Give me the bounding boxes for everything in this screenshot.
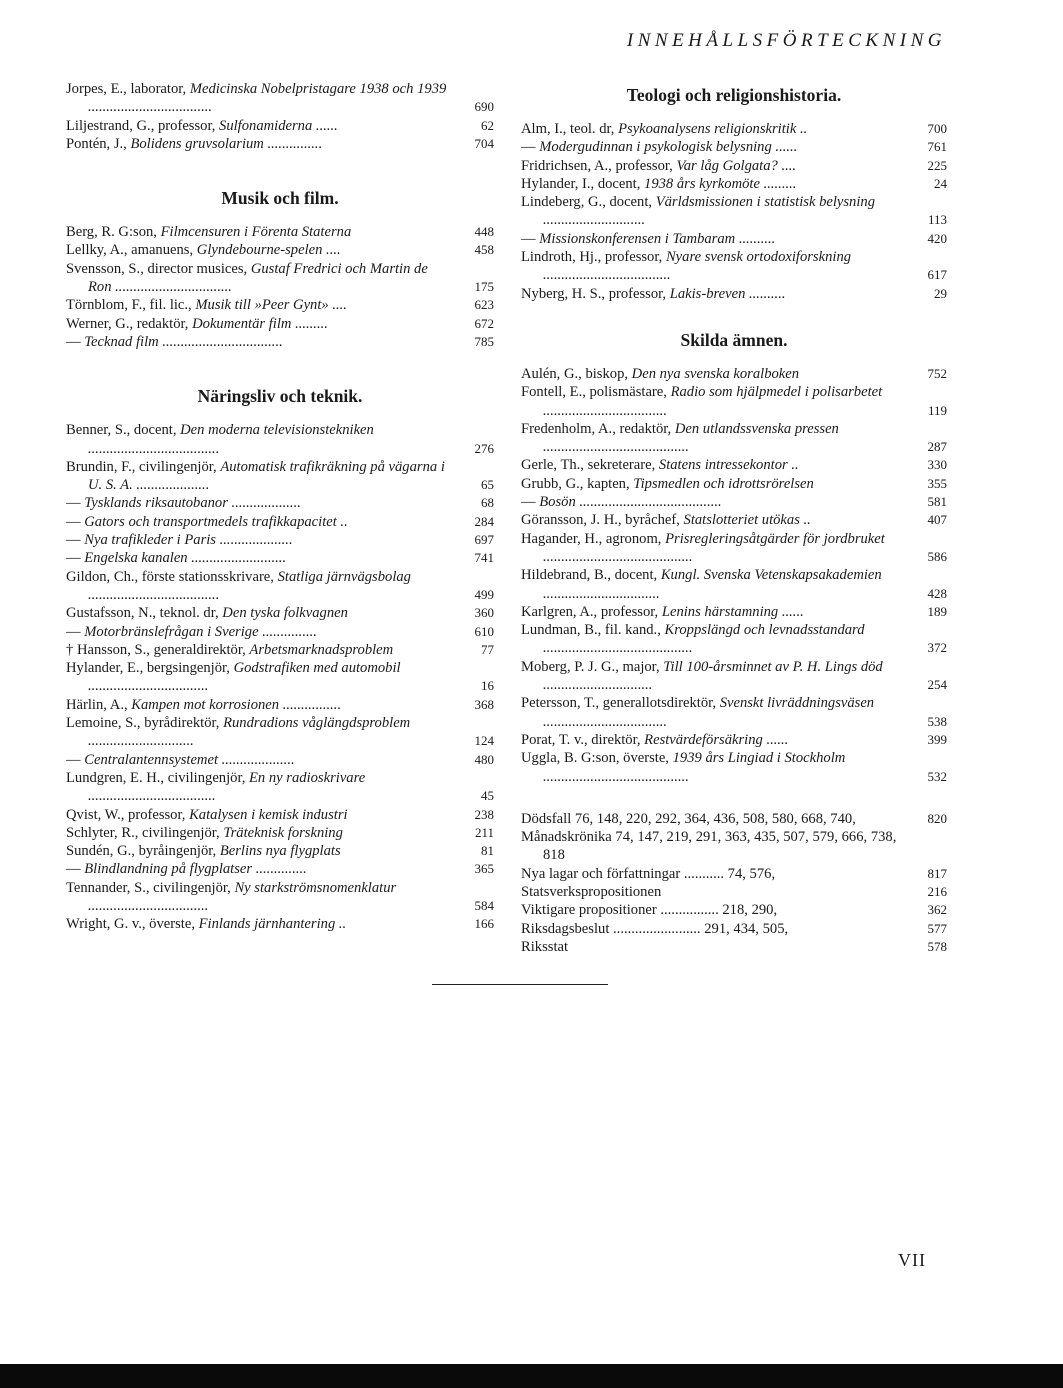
entry-title: Statens intressekontor .. bbox=[658, 457, 799, 474]
entry-title: Filmcensuren i Förenta Staterna bbox=[160, 224, 352, 241]
entry-text bbox=[66, 531, 456, 549]
entry-author: Lindeberg, G., docent, bbox=[521, 194, 656, 211]
entry-title: Prisregleringsåtgärder för jordbruket ......................................... bbox=[543, 530, 885, 565]
entry-author: — bbox=[66, 623, 85, 640]
entry-author: — bbox=[521, 230, 540, 247]
entry-title: 1938 års kyrkomöte ......... bbox=[644, 175, 797, 192]
entry-title: Finlands järnhantering .. bbox=[198, 916, 347, 933]
entry-author: Fontell, E., polismästare, bbox=[521, 384, 671, 401]
entry-author: Göransson, J. H., byråchef, bbox=[521, 512, 684, 529]
entry-page: 29 bbox=[934, 285, 947, 301]
entry-author: Werner, G., redaktör, bbox=[66, 315, 193, 332]
entry-text bbox=[66, 696, 456, 714]
entry-text bbox=[521, 383, 909, 420]
toc-entry bbox=[66, 241, 494, 259]
entry-page: 119 bbox=[927, 402, 947, 418]
entry-title: Bosön ....................................... bbox=[539, 494, 722, 511]
toc-entry bbox=[66, 696, 494, 714]
toc-entry bbox=[66, 751, 494, 769]
entry-text bbox=[66, 751, 456, 769]
entry-text bbox=[521, 566, 909, 603]
entry-text bbox=[66, 135, 456, 153]
entry-author: Hylander, E., bergsingenjör, bbox=[66, 660, 234, 677]
entry-author: Jorpes, E., laborator, bbox=[66, 81, 190, 97]
entry-title: Världsmissionen i statistisk belysning ............................ bbox=[543, 194, 875, 229]
entry-author: Fredenholm, A., redaktör, bbox=[521, 420, 675, 437]
entry-page: 45 bbox=[481, 788, 494, 804]
misc-entry-text: Månadskrönika 74, 147, 219, 291, 363, 435, 507, 579, 666, 738, 818 bbox=[521, 829, 897, 864]
section-heading: Skilda ämnen. bbox=[680, 329, 788, 350]
entry-page: 24 bbox=[934, 175, 947, 191]
entry-page: 399 bbox=[927, 731, 947, 747]
entry-page: 81 bbox=[481, 843, 494, 859]
misc-entry bbox=[521, 883, 947, 901]
entry-author: Hildebrand, B., docent, bbox=[521, 567, 661, 584]
entry-page: 62 bbox=[481, 117, 494, 133]
entry-page: 761 bbox=[927, 139, 947, 155]
entry-page: 254 bbox=[927, 677, 947, 693]
entry-page: 704 bbox=[474, 135, 494, 151]
toc-entry bbox=[521, 731, 947, 749]
entry-author: — bbox=[66, 861, 85, 878]
entry-title: Tysklands riksautobanor ................... bbox=[84, 495, 301, 512]
misc-entry-page: 820 bbox=[927, 810, 947, 826]
entry-title: Centralantennsystemet .................... bbox=[84, 751, 295, 768]
misc-entry-page bbox=[915, 828, 947, 865]
entry-author: Lundgren, E. H., civilingenjör, bbox=[66, 769, 250, 786]
toc-entry bbox=[66, 135, 494, 153]
footer-rule bbox=[432, 984, 608, 985]
entry-title: Kroppslängd och levnadsstandard ......................................... bbox=[543, 622, 865, 657]
entry-title: Blindlandning på flygplatser .............. bbox=[84, 861, 307, 878]
entry-text bbox=[521, 694, 909, 731]
entry-text bbox=[521, 157, 909, 175]
entry-author: Qvist, W., professor, bbox=[66, 806, 190, 823]
entry-page: 16 bbox=[481, 678, 494, 694]
misc-entry bbox=[521, 810, 947, 828]
toc-entry bbox=[66, 315, 494, 333]
toc-entry bbox=[521, 456, 947, 474]
toc-entry bbox=[66, 879, 494, 916]
entry-author: Grubb, G., kapten, bbox=[521, 475, 634, 492]
misc-entry-page: 577 bbox=[927, 920, 947, 936]
entry-title: Radio som hjälpmedel i polisarbetet .................................. bbox=[543, 384, 883, 419]
entry-author: Lindroth, Hj., professor, bbox=[521, 249, 666, 266]
toc-entry bbox=[66, 458, 494, 495]
entry-page: 225 bbox=[927, 157, 947, 173]
misc-entry-text: Riksdagsbeslut ........................ 291, 434, 505, bbox=[521, 920, 789, 937]
toc-entry bbox=[521, 285, 947, 303]
entry-page: 584 bbox=[474, 897, 494, 913]
toc-entry bbox=[66, 549, 494, 567]
entry-author: Lellky, A., amanuens, bbox=[66, 242, 197, 259]
entry-page: 581 bbox=[927, 494, 947, 510]
entry-title: Den nya svenska koralboken bbox=[631, 365, 800, 382]
entry-text bbox=[66, 714, 456, 751]
toc-entry bbox=[521, 230, 947, 248]
misc-entry-text: Riksstat bbox=[521, 938, 569, 955]
misc-entry-text: Statsverkspropositionen bbox=[521, 883, 662, 900]
entry-author: Sundén, G., byråingenjör, bbox=[66, 843, 220, 860]
entry-author: Benner, S., docent, bbox=[66, 422, 181, 439]
entry-text bbox=[66, 315, 456, 333]
entry-text bbox=[66, 915, 456, 933]
toc-entry bbox=[521, 420, 947, 457]
entry-page: 175 bbox=[474, 279, 494, 295]
entry-title: Berlins nya flygplats bbox=[219, 843, 341, 860]
toc-entry bbox=[66, 531, 494, 549]
entry-author: Törnblom, F., fil. lic., bbox=[66, 297, 196, 314]
entry-title: En ny radioskrivare ................................... bbox=[88, 769, 366, 805]
entry-title: Nya trafikleder i Paris .................... bbox=[84, 532, 293, 549]
entry-author: Lemoine, S., byrådirektör, bbox=[66, 715, 224, 732]
entry-page: 372 bbox=[927, 640, 947, 656]
entry-author: Pontén, J., bbox=[66, 135, 131, 152]
toc-entry bbox=[66, 824, 494, 842]
entry-text bbox=[521, 230, 909, 248]
entry-text bbox=[66, 842, 456, 860]
entry-text bbox=[521, 511, 909, 529]
entry-title: Gustaf Fredrici och Martin de Ron ................................ bbox=[88, 260, 428, 296]
entry-text bbox=[521, 285, 909, 303]
entry-page: 113 bbox=[927, 212, 947, 228]
entry-author: Alm, I., teol. dr, bbox=[521, 121, 619, 137]
entry-page: 355 bbox=[927, 475, 947, 491]
entry-author: Hagander, H., agronom, bbox=[521, 530, 666, 547]
misc-entry bbox=[521, 920, 947, 938]
entry-title: Glyndebourne-spelen .... bbox=[196, 242, 341, 259]
entry-page: 741 bbox=[474, 550, 494, 566]
toc-entry bbox=[66, 421, 494, 458]
entry-author: Liljestrand, G., professor, bbox=[66, 117, 220, 134]
section-heading: Musik och film. bbox=[221, 188, 339, 209]
toc-entry bbox=[521, 530, 947, 567]
entry-title: Bolidens gruvsolarium ............... bbox=[130, 135, 323, 152]
entry-page: 752 bbox=[927, 365, 947, 381]
toc-entry bbox=[521, 658, 947, 695]
toc-entry bbox=[66, 714, 494, 751]
entry-author: Lundman, B., fil. kand., bbox=[521, 622, 665, 639]
entry-author: Schlyter, R., civilingenjör, bbox=[66, 824, 224, 841]
entry-page: 368 bbox=[474, 696, 494, 712]
toc-entry bbox=[66, 568, 494, 605]
entry-author: — bbox=[66, 513, 85, 530]
entry-author: Aulén, G., biskop, bbox=[521, 365, 632, 382]
entry-author: Hylander, I., docent, bbox=[521, 175, 645, 192]
misc-entry bbox=[521, 938, 947, 956]
entry-author: Karlgren, A., professor, bbox=[521, 603, 662, 620]
entry-title: Var låg Golgata? .... bbox=[676, 157, 797, 174]
toc-entry bbox=[66, 860, 494, 878]
entry-text bbox=[66, 879, 456, 916]
entry-text bbox=[66, 860, 456, 878]
entry-page: 458 bbox=[474, 242, 494, 258]
toc-entry bbox=[66, 769, 494, 806]
entry-text bbox=[66, 806, 456, 824]
toc-entry bbox=[521, 120, 947, 138]
entry-title: Nyare svensk ortodoxiforskning ................................... bbox=[543, 249, 852, 284]
toc-entry bbox=[66, 806, 494, 824]
entry-title: Restvärdeförsäkring ...... bbox=[644, 731, 789, 748]
entry-page: 610 bbox=[474, 623, 494, 639]
misc-entry-page: 362 bbox=[927, 902, 947, 918]
entry-title: Den moderna televisionstekniken .................................... bbox=[88, 422, 374, 457]
entry-page: 360 bbox=[474, 605, 494, 621]
entry-page: 365 bbox=[474, 861, 494, 877]
entry-page: 276 bbox=[474, 440, 494, 456]
entry-text bbox=[66, 117, 456, 135]
toc-entry bbox=[66, 604, 494, 622]
entry-page: 238 bbox=[474, 806, 494, 822]
entry-text bbox=[66, 494, 456, 512]
entry-author: Gerle, Th., sekreterare, bbox=[521, 457, 659, 474]
entry-page: 166 bbox=[474, 916, 494, 932]
entry-author: Wright, G. v., överste, bbox=[66, 916, 199, 933]
misc-entry-text: Dödsfall 76, 148, 220, 292, 364, 436, 508, 580, 668, 740, bbox=[521, 810, 856, 827]
entry-page: 538 bbox=[927, 713, 947, 729]
entry-text bbox=[66, 824, 456, 842]
toc-entry bbox=[521, 603, 947, 621]
entry-page: 480 bbox=[474, 751, 494, 767]
entry-page: 189 bbox=[927, 603, 947, 619]
misc-entry-text: Viktigare propositioner ................ 218, 290, bbox=[521, 902, 778, 919]
entry-text bbox=[521, 420, 909, 457]
entry-text bbox=[521, 621, 909, 658]
entry-text bbox=[521, 365, 909, 383]
toc-entry bbox=[521, 511, 947, 529]
entry-text bbox=[521, 603, 909, 621]
entry-author: — bbox=[66, 550, 85, 567]
entry-text bbox=[66, 513, 456, 531]
entry-author: Svensson, S., director musices, bbox=[66, 260, 251, 277]
entry-text bbox=[66, 296, 456, 314]
entry-page: 124 bbox=[474, 733, 494, 749]
entry-page: 68 bbox=[481, 495, 494, 511]
entry-title: Tipsmedlen och idrottsrörelsen bbox=[633, 475, 814, 492]
entry-page: 65 bbox=[481, 477, 494, 493]
entry-title: Kampen mot korrosionen ................ bbox=[131, 696, 342, 713]
entry-page: 407 bbox=[927, 512, 947, 528]
entry-page: 287 bbox=[927, 439, 947, 455]
entry-text bbox=[66, 458, 456, 495]
right-column bbox=[521, 80, 947, 956]
entry-title: Katalysen i kemisk industri bbox=[189, 806, 348, 823]
entry-author: Moberg, P. J. G., major, bbox=[521, 658, 664, 675]
entry-text bbox=[521, 193, 909, 230]
page-number: VII bbox=[898, 1250, 926, 1270]
entry-text bbox=[66, 260, 456, 297]
toc-entry bbox=[521, 365, 947, 383]
toc-entry bbox=[521, 175, 947, 193]
section-heading: Teologi och religionshistoria. bbox=[626, 85, 842, 105]
entry-text bbox=[66, 623, 456, 641]
entry-title: Medicinska Nobelpristagare 1938 och 1939 .................................. bbox=[88, 81, 447, 116]
entry-title: Svenskt livräddningsväsen .................................. bbox=[543, 695, 875, 730]
entry-author: Brundin, F., civilingenjör, bbox=[66, 458, 221, 475]
toc-entry bbox=[66, 223, 494, 241]
entry-text bbox=[66, 641, 456, 659]
entry-text bbox=[521, 138, 909, 156]
entry-title: Statslotteriet utökas .. bbox=[683, 512, 811, 529]
entry-text bbox=[66, 223, 456, 241]
entry-author: Tennander, S., civilingenjör, bbox=[66, 879, 235, 896]
entry-title: Engelska kanalen .......................... bbox=[84, 550, 287, 567]
entry-author: — bbox=[521, 494, 540, 511]
toc-entry bbox=[521, 138, 947, 156]
entry-title: Modergudinnan i psykologisk belysning ...... bbox=[539, 139, 798, 156]
entry-page: 420 bbox=[927, 230, 947, 246]
entry-author: Gustafsson, N., teknol. dr, bbox=[66, 605, 223, 622]
entry-page: 428 bbox=[927, 585, 947, 601]
entry-text bbox=[521, 120, 909, 138]
entry-text bbox=[521, 530, 909, 567]
entry-text bbox=[66, 80, 456, 117]
entry-page: 586 bbox=[927, 548, 947, 564]
entry-author: Fridrichsen, A., professor, bbox=[521, 157, 677, 174]
entry-text bbox=[521, 493, 909, 511]
toc-entry bbox=[66, 333, 494, 351]
toc-entry bbox=[521, 193, 947, 230]
entry-title: Till 100-årsminnet av P. H. Lings död .............................. bbox=[543, 658, 883, 694]
entry-author: Nyberg, H. S., professor, bbox=[521, 285, 670, 302]
entry-author: Petersson, T., generallotsdirektör, bbox=[521, 695, 720, 712]
entry-title: Ny starkströmsnomenklatur ................................. bbox=[88, 879, 397, 914]
toc-entry bbox=[66, 513, 494, 531]
entry-text bbox=[521, 658, 909, 695]
entry-page: 284 bbox=[474, 513, 494, 529]
toc-entry bbox=[521, 694, 947, 731]
entry-author: † Hansson, S., generaldirektör, bbox=[66, 641, 250, 658]
entry-page: 532 bbox=[927, 768, 947, 784]
entry-page: 785 bbox=[474, 333, 494, 349]
entry-page: 499 bbox=[474, 586, 494, 602]
misc-entry bbox=[521, 901, 947, 919]
entry-title: Den tyska folkvagnen bbox=[222, 605, 348, 622]
running-header: INNEHÅLLSFÖRTECKNING bbox=[626, 30, 946, 51]
entry-text bbox=[521, 749, 909, 786]
entry-author: — bbox=[66, 751, 85, 768]
entry-title: Träteknisk forskning bbox=[223, 824, 343, 841]
entry-title: Lakis-breven .......... bbox=[669, 285, 786, 302]
entry-title: Kungl. Svenska Vetenskapsakademien ................................ bbox=[543, 567, 882, 602]
toc-entry bbox=[521, 475, 947, 493]
entry-page: 697 bbox=[474, 532, 494, 548]
entry-text bbox=[521, 731, 909, 749]
toc-entry bbox=[66, 623, 494, 641]
entry-title: Tecknad film ................................. bbox=[84, 333, 283, 350]
entry-text bbox=[66, 333, 456, 351]
misc-entry bbox=[521, 828, 947, 865]
toc-entry bbox=[66, 80, 494, 117]
entry-page: 617 bbox=[927, 267, 947, 283]
toc-entry bbox=[66, 641, 494, 659]
toc-entry bbox=[66, 915, 494, 933]
entry-page: 690 bbox=[474, 99, 494, 115]
entry-title: Motorbränslefrågan i Sverige ............... bbox=[84, 623, 317, 640]
misc-entry bbox=[521, 865, 947, 883]
section-heading: Näringsliv och teknik. bbox=[197, 386, 363, 407]
entry-author: — bbox=[66, 333, 85, 350]
misc-entry-text: Nya lagar och författningar ........... 74, 576, bbox=[521, 865, 776, 882]
toc-entry bbox=[521, 383, 947, 420]
entry-title: Rundradions våglängdsproblem ............................. bbox=[88, 715, 411, 750]
entry-text bbox=[66, 549, 456, 567]
toc-entry bbox=[66, 296, 494, 314]
entry-text bbox=[66, 769, 456, 806]
entry-text bbox=[66, 421, 456, 458]
entry-title: Arbetsmarknadsproblem bbox=[249, 641, 394, 658]
left-column bbox=[66, 80, 494, 934]
toc-entry bbox=[66, 842, 494, 860]
entry-title: Statliga järnvägsbolag .................................... bbox=[88, 568, 411, 603]
entry-title: Dokumentär film ......... bbox=[192, 315, 328, 332]
toc-entry bbox=[521, 566, 947, 603]
entry-text bbox=[66, 241, 456, 259]
entry-title: Godstrafiken med automobil ................................. bbox=[88, 660, 401, 695]
entry-text bbox=[521, 175, 909, 193]
scan-border bbox=[0, 1364, 1063, 1388]
misc-entry-page: 216 bbox=[927, 883, 947, 899]
entry-page: 700 bbox=[927, 121, 947, 136]
entry-author: Berg, R. G:son, bbox=[66, 224, 161, 241]
entry-page: 672 bbox=[474, 315, 494, 331]
entry-title: 1939 års Lingiad i Stockholm ........................................ bbox=[543, 750, 846, 785]
entry-author: — bbox=[521, 139, 540, 156]
toc-entry bbox=[521, 621, 947, 658]
entry-title: Psykoanalysens religionskritik .. bbox=[618, 121, 808, 137]
entry-author: Uggla, B. G:son, överste, bbox=[521, 750, 673, 767]
entry-text bbox=[521, 456, 909, 474]
entry-text bbox=[521, 475, 909, 493]
entry-page: 330 bbox=[927, 457, 947, 473]
entry-text bbox=[66, 568, 456, 605]
entry-text bbox=[521, 248, 909, 285]
misc-entry-page: 578 bbox=[927, 938, 947, 954]
entry-page: 77 bbox=[481, 641, 494, 657]
toc-entry bbox=[66, 659, 494, 696]
entry-author: Gildon, Ch., förste stationsskrivare, bbox=[66, 568, 278, 585]
toc-entry bbox=[521, 493, 947, 511]
entry-page: 623 bbox=[474, 297, 494, 313]
entry-author: Härlin, A., bbox=[66, 696, 132, 713]
entry-title: Lenins härstamning ...... bbox=[661, 603, 804, 620]
entry-title: Sulfonamiderna ...... bbox=[219, 117, 338, 134]
entry-title: Gators och transportmedels trafikkapacitet .. bbox=[84, 513, 348, 530]
entry-title: Musik till »Peer Gynt» .... bbox=[195, 297, 347, 314]
toc-entry bbox=[66, 494, 494, 512]
toc-entry bbox=[521, 749, 947, 786]
entry-title: Den utlandssvenska pressen ........................................ bbox=[543, 420, 839, 456]
misc-entry-page: 817 bbox=[927, 865, 947, 881]
entry-page: 448 bbox=[474, 224, 494, 240]
entry-author: Porat, T. v., direktör, bbox=[521, 731, 645, 748]
entry-text bbox=[66, 604, 456, 622]
toc-entry bbox=[521, 248, 947, 285]
entry-title: Missionskonferensen i Tambaram .......... bbox=[539, 230, 776, 247]
toc-entry bbox=[66, 260, 494, 297]
toc-entry bbox=[66, 117, 494, 135]
entry-author: — bbox=[66, 495, 85, 512]
entry-author: — bbox=[66, 532, 85, 549]
entry-text bbox=[66, 659, 456, 696]
toc-entry bbox=[521, 157, 947, 175]
entry-title: Automatisk trafikräkning på vägarna i U. S. A. .................... bbox=[88, 458, 445, 494]
entry-page: 211 bbox=[474, 824, 494, 840]
